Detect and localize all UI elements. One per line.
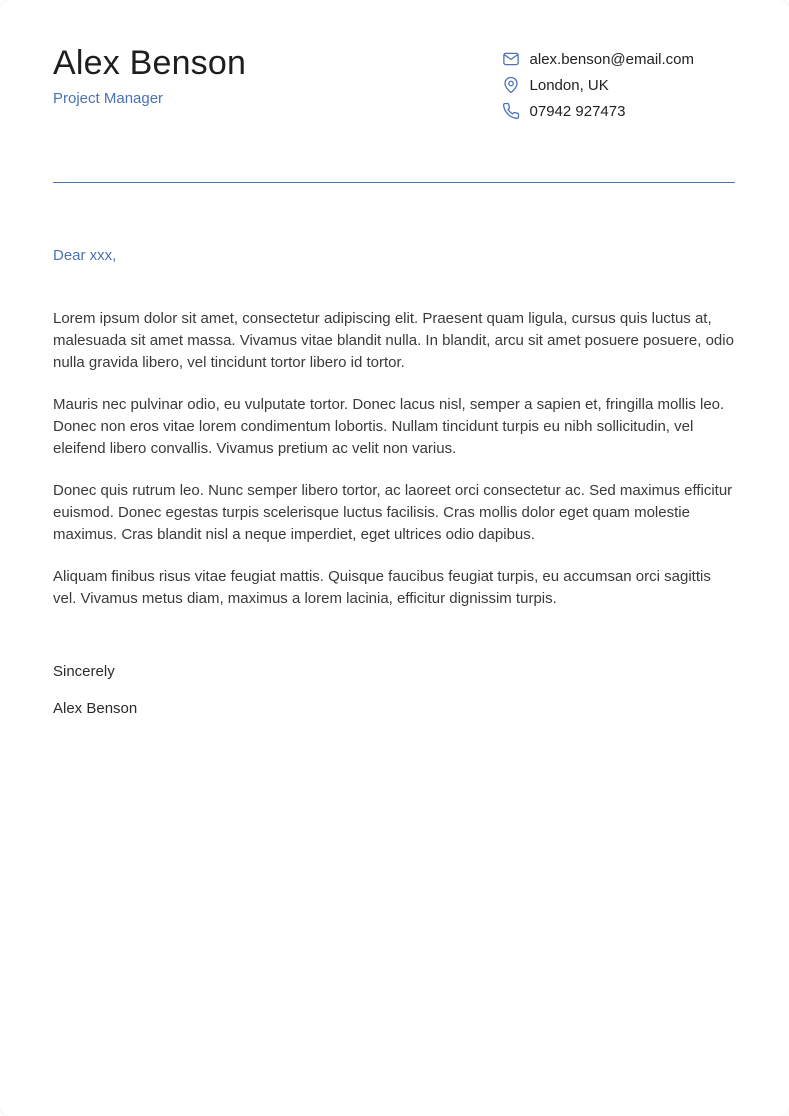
person-name: Alex Benson [53,44,247,82]
contact-row-phone [502,102,694,120]
mail-icon [502,50,520,68]
contact-block [502,50,694,120]
identity-block [53,44,246,107]
paragraphs-block [53,308,735,610]
paragraph: Mauris nec pulvinar odio, eu vulputate tortor. Donec lacus nisl, semper a sapien et, fringilla mollis leo. Donec non eros vitae lorem condimentum lobortis. Nullam tincidunt turpis eu nibh sollicitudin, vel eleifend libero convallis. Vivamus pretium ac velit non varius. [53,396,725,457]
letter-header [53,44,735,120]
map-pin-icon [502,76,520,94]
header-divider [53,182,735,183]
paragraph: Donec quis rutrum leo. Nunc semper libero tortor, ac laoreet orci consectetur ac. Sed maximus efficitur euismod. Donec egestas turpis scelerisque luctus facilisis. Cras mollis dolor eget quam molestie maximus. Cras blandit nisl a neque imperdiet, eget ultrices odio dapibus. [53,482,733,543]
paragraph: Lorem ipsum dolor sit amet, consectetur adipiscing elit. Praesent quam ligula, cursus quis luctus at, malesuada sit amet massa. Vivamus vitae blandit nulla. In blandit, arcu sit amet posuere posuere, odio nulla gravida libero, vel tincidunt tortor libero id tortor. [53,310,734,371]
salutation: Dear xxx, [53,247,117,264]
contact-phone: 07942 927473 [529,102,626,120]
contact-row-location [502,76,694,94]
signature-name: Alex Benson [53,700,138,717]
job-title: Project Manager [53,90,164,108]
contact-location: London, UK [529,76,609,94]
phone-icon [502,102,520,120]
contact-email: alex.benson@email.com [529,50,694,68]
letter-body [53,247,735,717]
paragraph: Aliquam finibus risus vitae feugiat mattis. Quisque faucibus feugiat turpis, eu accumsan orci sagittis vel. Vivamus metus diam, maximus a lorem lacinia, efficitur dignissim turpis. [53,568,711,607]
contact-row-email [502,50,694,68]
closing-line: Sincerely [53,663,115,680]
